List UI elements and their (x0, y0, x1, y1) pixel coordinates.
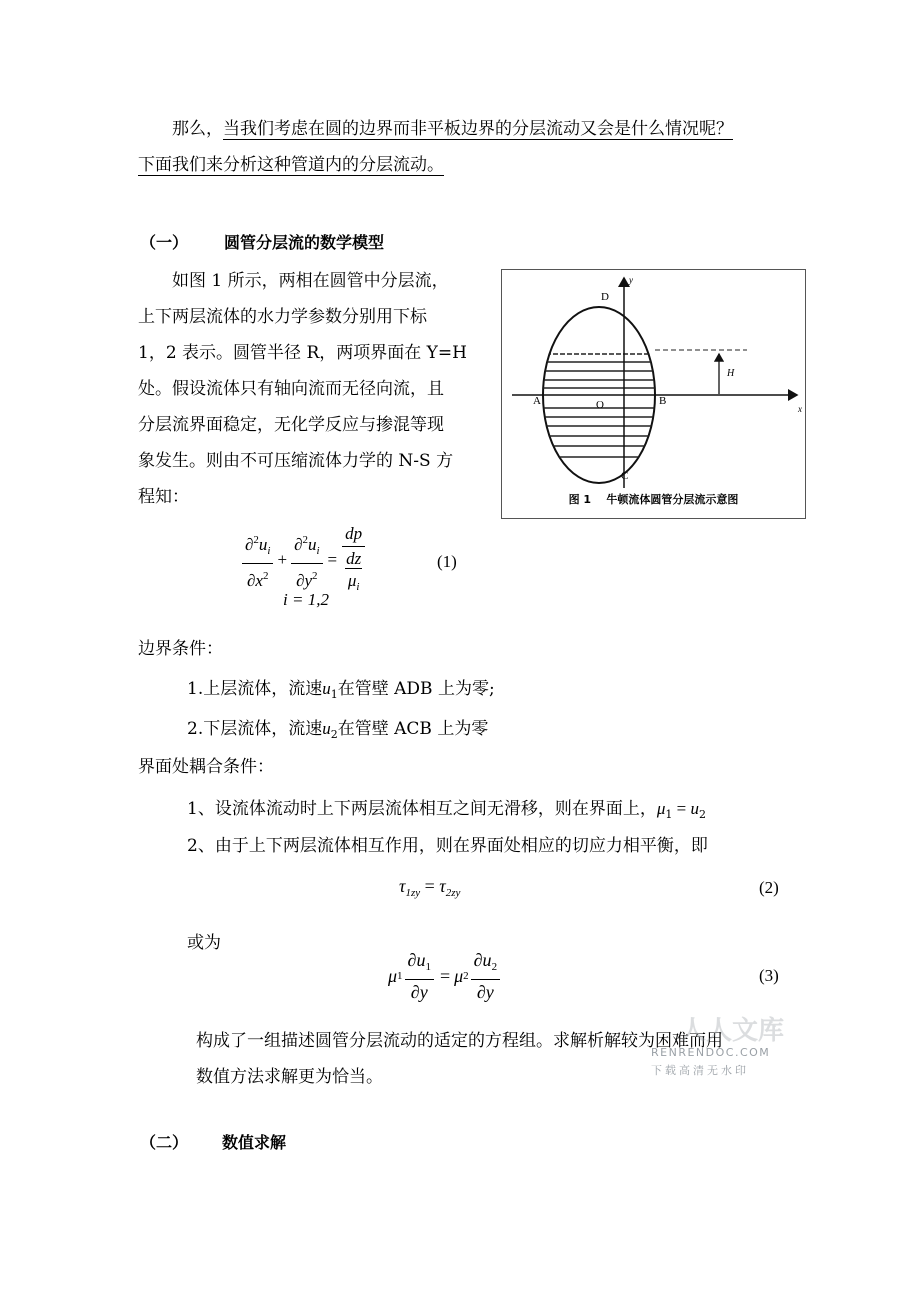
section-1-number: （一） (140, 233, 189, 252)
intro-underlined-1: 当我们考虑在圆的边界而非平板边界的分层流动又会是什么情况呢？ (223, 119, 733, 139)
label-o: O (596, 399, 604, 411)
section-2-title: 数值求解 (222, 1133, 287, 1152)
interface-item-1: 1、设流体流动时上下两层流体相互之间无滑移，则在界面上，$\mu_1 = u_2$ (187, 799, 706, 821)
body-line-7: 程知： (138, 487, 189, 507)
conclusion-line-1: 构成了一组描述圆管分层流动的适定的方程组。求解析解较为困难而用 (196, 1031, 723, 1051)
watermark-subtext: 下载高清无水印 (651, 1064, 749, 1077)
eq1-rhs: $\frac{\frac{dp}{dz}}{\mu_i}$ (342, 523, 365, 598)
or-text: 或为 (187, 933, 221, 953)
pipe-diagram (502, 270, 805, 518)
intro-prefix: 那么， (172, 119, 223, 139)
conclusion-line-2: 数值方法求解更为恰当。 (196, 1067, 383, 1087)
label-c: C (621, 470, 629, 482)
label-a: A (533, 395, 541, 407)
figure-caption: 图 1 牛顿流体圆管分层流示意图 (568, 493, 739, 506)
watermark-logo: 人人文库 (680, 1016, 785, 1046)
label-x: x (798, 404, 802, 414)
equation-2: $\tau_{1zy} = \tau_{2zy}$ (399, 876, 461, 899)
eq3-frac-1: $\frac{\partial u_1}{\partial y}$ (405, 949, 434, 1003)
label-y: y (629, 275, 633, 285)
eq3-frac-2: $\frac{\partial u_2}{\partial y}$ (471, 949, 500, 1003)
body-line-2: 上下两层流体的水力学参数分别用下标 (138, 307, 427, 327)
eq1-term-y: $\frac{\partial^2u_i}{\partial y^2}$ (291, 529, 322, 592)
interface-item-2: 2、由于上下两层流体相互作用，则在界面处相应的切应力相平衡，即 (187, 836, 708, 856)
body-line-5: 分层流界面稳定，无化学反应与掺混等现 (138, 415, 444, 435)
intro-underlined-2: 下面我们来分析这种管道内的分层流动。 (138, 155, 444, 175)
boundary-item-2: 2.下层流体，流速$u_2$在管壁 ACB 上为零 (187, 719, 489, 741)
intro-line-1 (172, 114, 733, 139)
label-h: H (727, 368, 735, 379)
section-1-title: 圆管分层流的数学模型 (224, 233, 385, 252)
body-line-3: 1，2 表示。圆管半径 R，两项界面在 Y=H (138, 343, 467, 363)
watermark-url: RENRENDOC.COM (651, 1046, 771, 1059)
label-b: B (659, 395, 667, 407)
eq1-term-x: $\frac{\partial^2u_i}{\partial x^2}$ (242, 529, 273, 592)
section-2-number: （二） (140, 1133, 189, 1152)
boundary-heading: 边界条件： (138, 639, 223, 659)
eq1-number: (1) (437, 552, 457, 571)
figure-1 (501, 269, 806, 519)
boundary-item-1: 1.上层流体，流速$u_1$在管壁 ADB 上为零; (187, 679, 495, 701)
eq1-index: i = 1,2 (283, 590, 329, 609)
eq2-number: (2) (759, 878, 779, 897)
equation-1: $\frac{\partial^2u_i}{\partial x^2}$ + $\frac{\partial^2u_i}{\partial y^2}$ = $\frac{\frac{dp}{dz}}{\mu_i}$ (240, 520, 367, 600)
equation-3: μ 1 $\frac{\partial u_1}{\partial y}$ = μ 2 $\frac{\partial u_2}{\partial y}$ (388, 950, 502, 1002)
body-line-4: 处。假设流体只有轴向流而无径向流，且 (138, 379, 444, 399)
eq3-number: (3) (759, 966, 779, 985)
body-line-1: 如图 1 所示，两相在圆管中分层流， (172, 271, 449, 291)
label-d: D (601, 291, 609, 303)
interface-heading: 界面处耦合条件： (138, 757, 274, 777)
body-line-6: 象发生。则由不可压缩流体力学的 N-S 方 (138, 451, 454, 471)
